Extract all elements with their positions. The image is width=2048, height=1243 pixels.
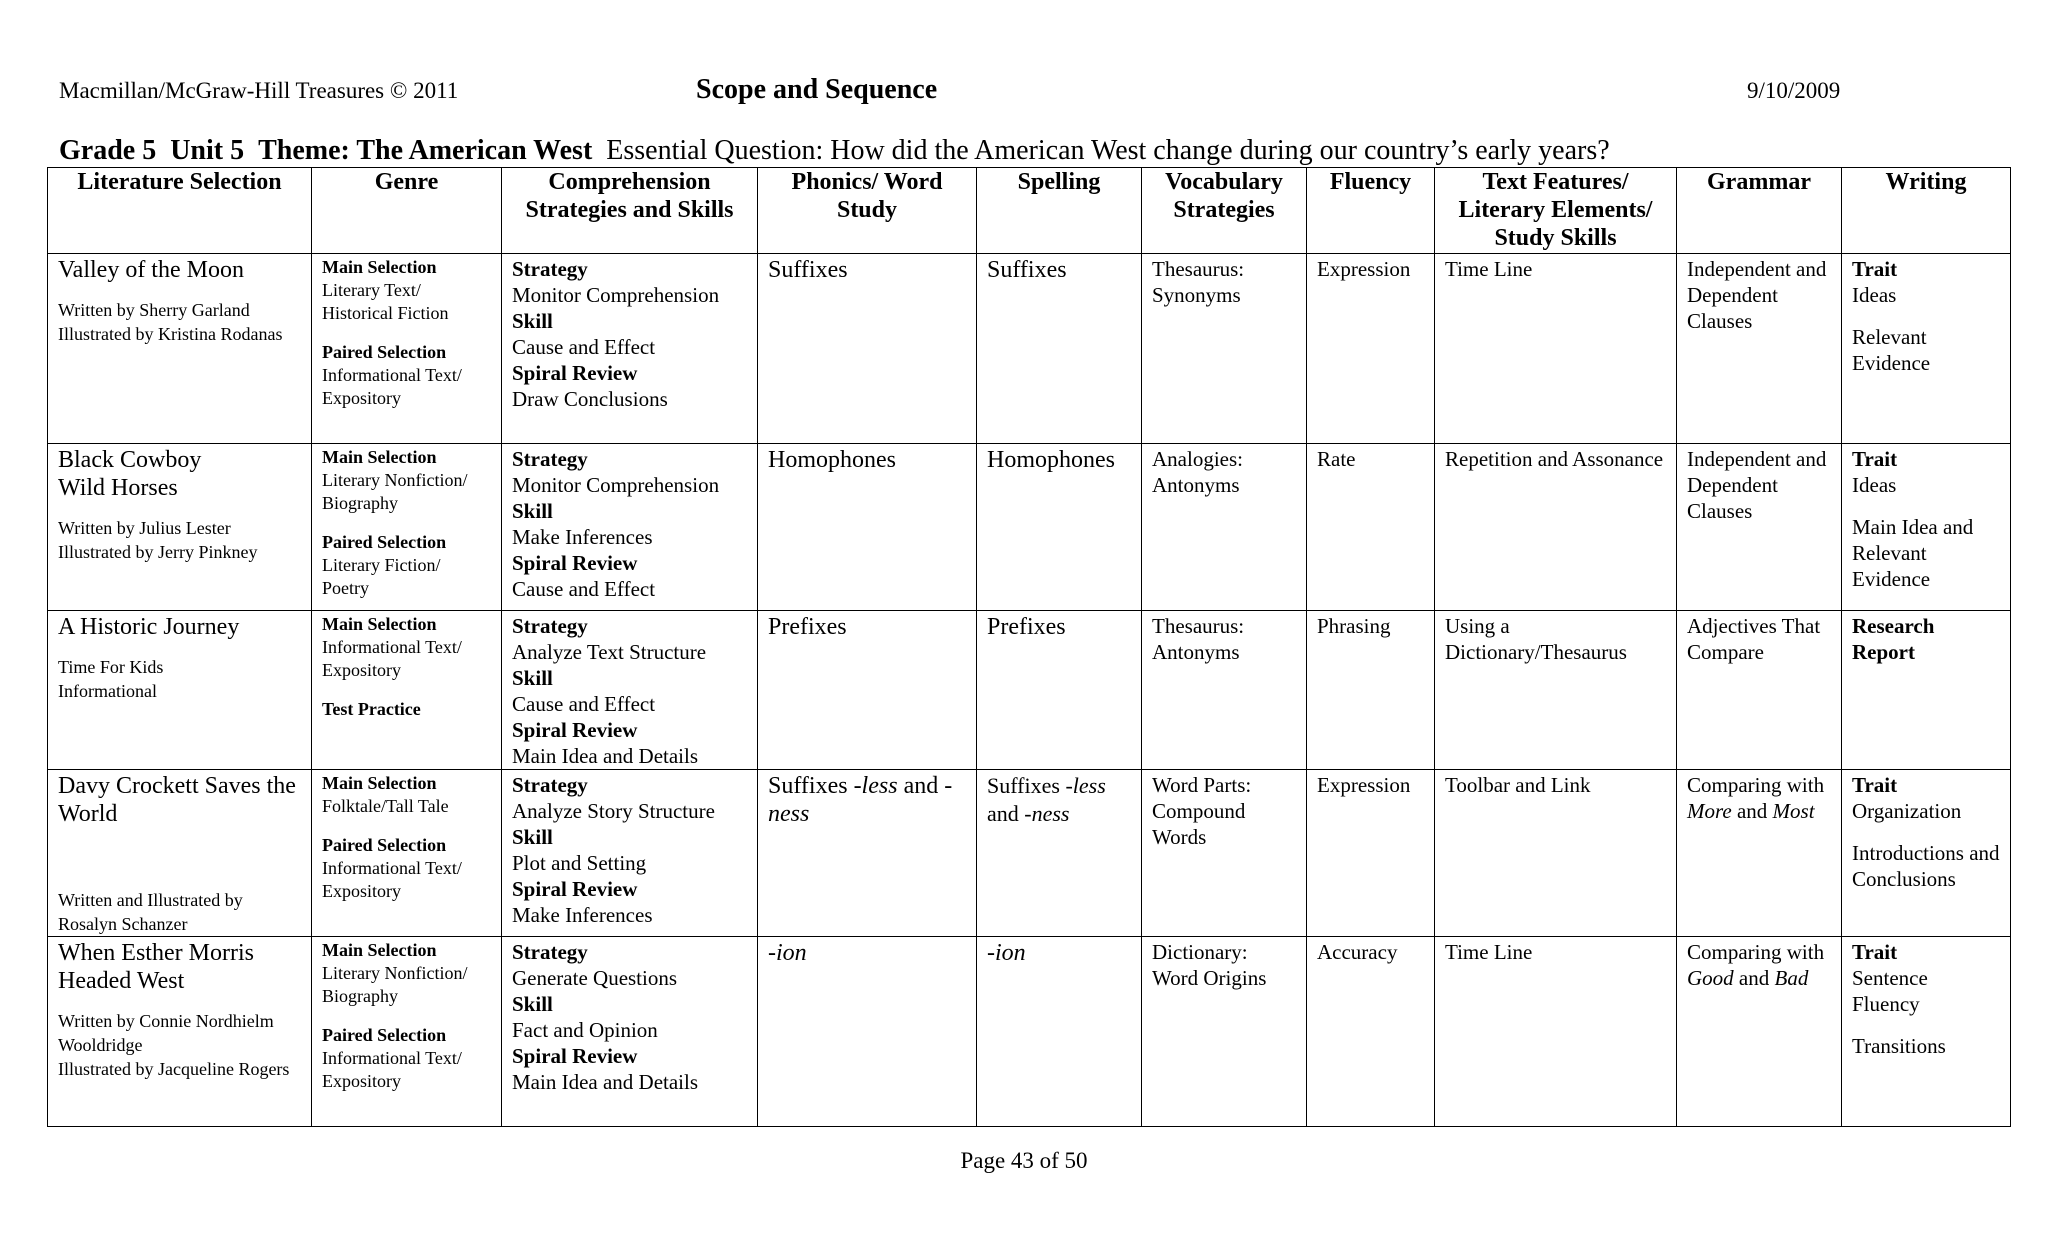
comprehension-cell [502, 444, 758, 611]
selection-title: When Esther Morris Headed West [58, 940, 254, 994]
strategy-value: Analyze Text Structure [512, 640, 707, 664]
essential-question: Essential Question: How did the American West change during our country’s early years? [606, 135, 1610, 166]
phonics-text: and [897, 773, 945, 799]
writing-detail: Introductions and Conclusions [1852, 841, 2000, 891]
selection-credit: Written and Illustrated by Rosalyn Schanzer [58, 890, 243, 934]
spiral-review-value: Cause and Effect [512, 577, 656, 601]
genre-cell [312, 937, 502, 1127]
page-number: Page 43 of 50 [960, 1148, 1088, 1173]
grammar-italic: Good [1687, 966, 1734, 990]
main-selection-label: Main Selection [322, 447, 437, 467]
table-row [48, 937, 2011, 1127]
writing-trait: Organization [1852, 799, 1962, 823]
main-genre: Literary Nonfiction/ Biography [322, 963, 468, 1006]
spelling-text: and [987, 801, 1025, 826]
genre-cell [312, 611, 502, 770]
phonics-text: Suffixes [768, 773, 854, 799]
spiral-review-label: Spiral Review [512, 361, 638, 385]
selection-title: Davy Crockett Saves the World [58, 773, 296, 827]
skill-label: Skill [512, 499, 553, 523]
phonics-cell: -ion [758, 937, 977, 1127]
grammar-cell: Adjectives That Compare [1677, 611, 1842, 770]
grammar-cell [1677, 770, 1842, 937]
main-genre: Literary Text/ Historical Fiction [322, 280, 449, 323]
comprehension-cell [502, 937, 758, 1127]
grammar-cell: Independent and Dependent Clauses [1677, 444, 1842, 611]
col-text-features: Text Features/ Literary Elements/ Study Skills [1435, 168, 1677, 254]
writing-trait: Sentence Fluency [1852, 966, 1928, 1016]
writing-cell [1842, 937, 2011, 1127]
fluency-cell: Expression [1307, 254, 1435, 444]
spiral-review-label: Spiral Review [512, 718, 638, 742]
text-features-cell: Time Line [1435, 254, 1677, 444]
writing-cell [1842, 770, 2011, 937]
skill-label: Skill [512, 666, 553, 690]
grammar-cell [1677, 937, 1842, 1127]
strategy-label: Strategy [512, 447, 588, 471]
writing-detail: Relevant Evidence [1852, 325, 1931, 375]
paired-selection-label: Paired Selection [322, 835, 447, 855]
grade-unit-label: Grade 5 Unit 5 [59, 135, 245, 166]
grammar-text: Comparing with [1687, 940, 1825, 964]
phonics-cell [758, 770, 977, 937]
fluency-cell: Accuracy [1307, 937, 1435, 1127]
skill-label: Skill [512, 309, 553, 333]
table-row [48, 444, 2011, 611]
writing-cell [1842, 611, 2011, 770]
test-practice-label: Test Practice [322, 699, 421, 719]
fluency-cell: Expression [1307, 770, 1435, 937]
paired-genre: Literary Fiction/ Poetry [322, 555, 441, 598]
literature-cell [48, 254, 312, 444]
document-date: 9/10/2009 [1747, 78, 1841, 103]
skill-value: Make Inferences [512, 525, 653, 549]
skill-label: Skill [512, 825, 553, 849]
writing-label: Research Report [1852, 614, 1935, 664]
paired-selection-label: Paired Selection [322, 342, 447, 362]
strategy-label: Strategy [512, 940, 588, 964]
col-comprehension: Comprehension Strategies and Skills [502, 168, 758, 254]
spiral-review-label: Spiral Review [512, 1044, 638, 1068]
comprehension-cell [502, 770, 758, 937]
unit-theme-line [59, 135, 1610, 167]
phonics-italic: -ness [768, 773, 953, 827]
vocabulary-cell: Word Parts: Compound Words [1142, 770, 1307, 937]
literature-cell [48, 611, 312, 770]
skill-value: Plot and Setting [512, 851, 647, 875]
spelling-italic: -ness [1024, 801, 1070, 826]
grammar-italic: Bad [1774, 966, 1809, 990]
text-features-cell: Using a Dictionary/Thesaurus [1435, 611, 1677, 770]
col-writing: Writing [1842, 168, 2011, 254]
strategy-value: Analyze Story Structure [512, 799, 715, 823]
text-features-cell: Repetition and Assonance [1435, 444, 1677, 611]
paired-genre: Informational Text/ Expository [322, 365, 462, 408]
selection-credit: Written by Sherry Garland Illustrated by Kristina Rodanas [58, 300, 283, 344]
document-title: Scope and Sequence [696, 74, 938, 105]
skill-value: Cause and Effect [512, 335, 656, 359]
strategy-label: Strategy [512, 614, 588, 638]
table-row [48, 611, 2011, 770]
grammar-cell: Independent and Dependent Clauses [1677, 254, 1842, 444]
selection-credit: Time For Kids Informational [58, 657, 164, 701]
vocabulary-cell: Dictionary: Word Origins [1142, 937, 1307, 1127]
literature-cell [48, 770, 312, 937]
paired-selection-label: Paired Selection [322, 1025, 447, 1045]
spiral-review-value: Draw Conclusions [512, 387, 668, 411]
col-vocabulary: Vocabulary Strategies [1142, 168, 1307, 254]
strategy-value: Monitor Comprehension [512, 283, 720, 307]
selection-title: A Historic Journey [58, 614, 240, 640]
publisher-line: Macmillan/McGraw-Hill Treasures © 2011 [59, 78, 459, 103]
writing-label: Trait [1852, 447, 1898, 471]
scope-sequence-table [47, 167, 2011, 1127]
spelling-text: Suffixes [987, 773, 1066, 798]
writing-label: Trait [1852, 940, 1898, 964]
fluency-cell: Phrasing [1307, 611, 1435, 770]
theme-label: Theme: The American West [258, 135, 593, 166]
paired-selection-label: Paired Selection [322, 532, 447, 552]
table-row [48, 254, 2011, 444]
writing-label: Trait [1852, 773, 1898, 797]
writing-label: Trait [1852, 257, 1898, 281]
spiral-review-label: Spiral Review [512, 877, 638, 901]
grammar-italic: Most [1772, 799, 1815, 823]
writing-detail: Transitions [1852, 1034, 1946, 1058]
col-grammar: Grammar [1677, 168, 1842, 254]
skill-value: Cause and Effect [512, 692, 656, 716]
col-phonics: Phonics/ Word Study [758, 168, 977, 254]
spelling-cell: -ion [977, 937, 1142, 1127]
skill-label: Skill [512, 992, 553, 1016]
main-selection-label: Main Selection [322, 940, 437, 960]
col-spelling: Spelling [977, 168, 1142, 254]
selection-credit: Written by Connie Nordhielm Wooldridge Illustrated by Jacqueline Rogers [58, 1011, 290, 1079]
writing-cell [1842, 254, 2011, 444]
strategy-label: Strategy [512, 773, 588, 797]
vocabulary-cell: Thesaurus: Antonyms [1142, 611, 1307, 770]
paired-genre: Informational Text/ Expository [322, 1048, 462, 1091]
literature-cell [48, 937, 312, 1127]
grammar-text: Comparing with [1687, 773, 1825, 797]
vocabulary-cell: Thesaurus: Synonyms [1142, 254, 1307, 444]
writing-detail: Main Idea and Relevant Evidence [1852, 515, 1974, 591]
writing-trait: Ideas [1852, 283, 1897, 307]
main-genre: Informational Text/ Expository [322, 637, 462, 680]
header-row [48, 168, 2011, 254]
selection-title: Valley of the Moon [58, 257, 244, 283]
phonics-cell: Suffixes [758, 254, 977, 444]
spelling-cell: Prefixes [977, 611, 1142, 770]
grammar-italic: More [1687, 799, 1732, 823]
phonics-cell: Prefixes [758, 611, 977, 770]
writing-trait: Ideas [1852, 473, 1897, 497]
strategy-value: Generate Questions [512, 966, 678, 990]
genre-cell [312, 254, 502, 444]
genre-cell [312, 444, 502, 611]
paired-genre: Informational Text/ Expository [322, 858, 462, 901]
col-genre: Genre [312, 168, 502, 254]
phonics-italic: -less [853, 773, 898, 799]
phonics-cell: Homophones [758, 444, 977, 611]
comprehension-cell [502, 254, 758, 444]
spiral-review-label: Spiral Review [512, 551, 638, 575]
strategy-value: Monitor Comprehension [512, 473, 720, 497]
main-selection-label: Main Selection [322, 614, 437, 634]
text-features-cell: Time Line [1435, 937, 1677, 1127]
vocabulary-cell: Analogies: Antonyms [1142, 444, 1307, 611]
spelling-cell: Homophones [977, 444, 1142, 611]
col-fluency: Fluency [1307, 168, 1435, 254]
table-row [48, 770, 2011, 937]
spiral-review-value: Make Inferences [512, 903, 653, 927]
main-genre: Folktale/Tall Tale [322, 796, 449, 816]
comprehension-cell [502, 611, 758, 770]
main-genre: Literary Nonfiction/ Biography [322, 470, 468, 513]
literature-cell [48, 444, 312, 611]
main-selection-label: Main Selection [322, 257, 437, 277]
spelling-cell [977, 770, 1142, 937]
grammar-text: and [1731, 799, 1773, 823]
col-literature: Literature Selection [48, 168, 312, 254]
strategy-label: Strategy [512, 257, 588, 281]
text-features-cell: Toolbar and Link [1435, 770, 1677, 937]
selection-title: Black Cowboy Wild Horses [58, 447, 202, 501]
main-selection-label: Main Selection [322, 773, 437, 793]
spiral-review-value: Main Idea and Details [512, 744, 699, 768]
spelling-cell: Suffixes [977, 254, 1142, 444]
genre-cell [312, 770, 502, 937]
fluency-cell: Rate [1307, 444, 1435, 611]
selection-credit: Written by Julius Lester Illustrated by Jerry Pinkney [58, 518, 258, 562]
spiral-review-value: Main Idea and Details [512, 1070, 699, 1094]
spelling-italic: -less [1065, 773, 1106, 798]
writing-cell [1842, 444, 2011, 611]
grammar-text: and [1733, 966, 1775, 990]
skill-value: Fact and Opinion [512, 1018, 658, 1042]
